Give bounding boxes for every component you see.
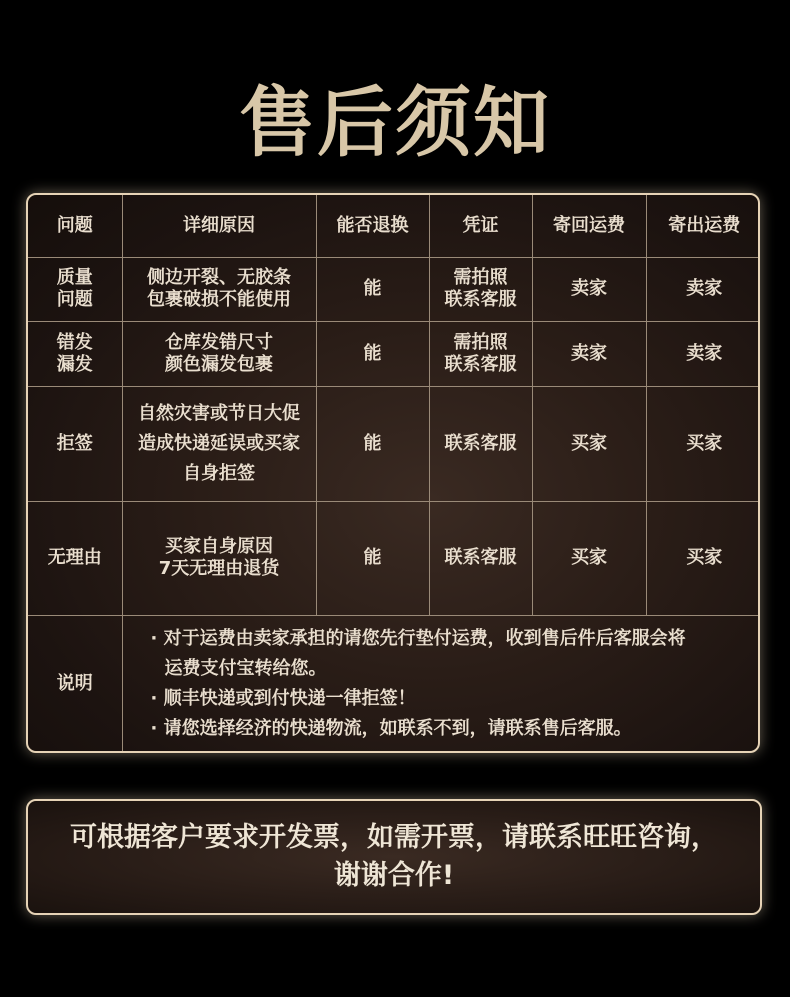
header-cell: 详细原因	[122, 195, 316, 257]
send-fee-cell: 买家	[646, 386, 760, 501]
returnable-cell: 能	[316, 501, 429, 615]
header-cell: 凭证	[429, 195, 532, 257]
issue-cell: 质量 问题	[28, 257, 122, 321]
proof-cell: 联系客服	[429, 386, 532, 501]
send-fee-cell: 卖家	[646, 321, 760, 386]
table-row	[28, 386, 760, 501]
returnable-cell: 能	[316, 386, 429, 501]
return-fee-cell: 卖家	[532, 321, 646, 386]
invoice-notice-text: 可根据客户要求开发票，如需开票，请联系旺旺咨询， 谢谢合作!	[70, 822, 718, 891]
notes-row	[28, 615, 760, 753]
proof-cell: 联系客服	[429, 501, 532, 615]
reason-cell: 买家自身原因 7天无理由退货	[122, 501, 316, 615]
notes-cell	[122, 615, 760, 753]
return-fee-cell: 买家	[532, 501, 646, 615]
table-row	[28, 321, 760, 386]
table-row	[28, 501, 760, 615]
reason-cell: 自然灾害或节日大促 造成快递延误或买家 自身拒签	[122, 386, 316, 501]
return-fee-cell: 买家	[532, 386, 646, 501]
proof-cell: 需拍照 联系客服	[429, 257, 532, 321]
send-fee-cell: 卖家	[646, 257, 760, 321]
header-cell: 问题	[28, 195, 122, 257]
return-fee-cell: 卖家	[532, 257, 646, 321]
note-line: · 对于运费由卖家承担的请您先行垫付运费，收到售后件后客服会将	[150, 628, 686, 650]
issue-cell: 无理由	[28, 501, 122, 615]
issue-cell: 错发 漏发	[28, 321, 122, 386]
table-row	[28, 257, 760, 321]
send-fee-cell: 买家	[646, 501, 760, 615]
reason-cell: 仓库发错尺寸 颜色漏发包裹	[122, 321, 316, 386]
returnable-cell: 能	[316, 257, 429, 321]
header-cell: 寄出运费	[646, 195, 760, 257]
returnable-cell: 能	[316, 321, 429, 386]
reason-cell: 侧边开裂、无胶条 包裹破损不能使用	[122, 257, 316, 321]
note-line: · 请您选择经济的快递物流，如联系不到，请联系售后客服。	[150, 718, 632, 740]
note-line: · 顺丰快递或到付快递一律拒签！	[150, 688, 416, 710]
proof-cell: 需拍照 联系客服	[429, 321, 532, 386]
note-line: 运费支付宝转给您。	[164, 658, 327, 680]
header-cell: 能否退换	[316, 195, 429, 257]
issue-cell: 拒签	[28, 386, 122, 501]
header-cell: 寄回运费	[532, 195, 646, 257]
table-header-row	[28, 195, 760, 257]
page-title: 售后须知	[239, 78, 551, 167]
after-sales-table	[28, 195, 760, 753]
notes-label-cell: 说明	[28, 615, 122, 753]
invoice-notice-panel	[26, 799, 762, 915]
after-sales-table-panel	[26, 193, 760, 753]
